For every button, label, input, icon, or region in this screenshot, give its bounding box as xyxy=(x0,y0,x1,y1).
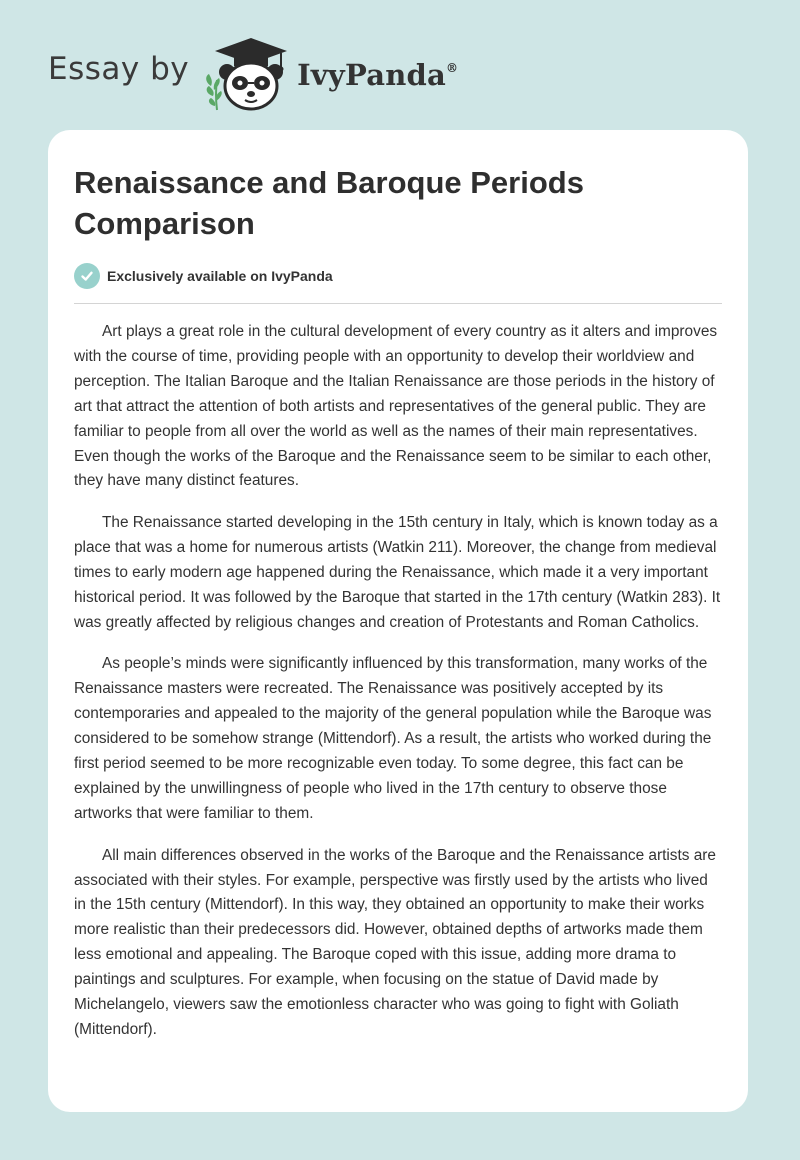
page-title: Renaissance and Baroque Periods Comparison xyxy=(74,165,584,241)
paragraph: Art plays a great role in the cultural development of every country as it alters and improves with the course of time, providing people with an opportunity to develop their worldview and perception. The Italian Baroque and the Italian Renaissance are those periods in the history of art that attract the attention of both artists and representatives of the general public. They are familiar to people from all over the world as well as the names of their main representatives. Even though the works of the Baroque and the Renaissance seem to be similar to each other, they have many distinct features. xyxy=(74,323,718,490)
brand-name[interactable]: IvyPanda® xyxy=(297,58,459,92)
divider xyxy=(74,303,722,304)
paragraph: All main differences observed in the works of the Baroque and the Renaissance artists are associated with their styles. For example, perspective was firstly used by the artists who lived in the 15th century (Mittendorf). In this way, they obtained an opportunity to make their works more realistic than their predecessors did. However, obtained depths of artworks made them less emotional and appealing. The Baroque coped with this issue, adding more drama to paintings and sculptures. For example, when focusing on the statue of David made by Michelangelo, viewers saw the emotionless character who was going to fight with Goliath (Mittendorf). xyxy=(74,846,716,1038)
essay-body xyxy=(74,320,724,1060)
exclusive-badge xyxy=(74,263,333,289)
check-icon xyxy=(74,263,100,289)
essay-by-label: Essay by xyxy=(48,51,190,87)
site-header xyxy=(48,34,508,112)
paragraph: The Renaissance started developing in the 15th century in Italy, which is known today as a place that was a home for numerous artists (Watkin 211). Moreover, the change from medieval times to early modern age happened during the Renaissance, which made it a very important historical period. It was followed by the Baroque that started in the 17th century (Watkin 283). It was greatly affected by religious changes and creation of Protestants and Roman Catholics. xyxy=(74,514,721,631)
panda-logo-icon[interactable] xyxy=(201,34,293,112)
badge-text: Exclusively available on IvyPanda xyxy=(107,268,333,284)
paragraph: As people’s minds were significantly influenced by this transformation, many works of the Renaissance masters were recreated. The Renaissance was positively accepted by its contemporaries and appealed to the majority of the general population while the Baroque was considered to be somehow strange (Mittendorf). As a result, the artists who worked during the first period seemed to be more recognizable even today. To some degree, this fact can be explained by the unwillingness of people who lived in the 17th century to observe those artworks that were familiar to them. xyxy=(74,655,712,822)
registered-mark: ® xyxy=(445,61,459,76)
essay-card xyxy=(48,130,748,1112)
